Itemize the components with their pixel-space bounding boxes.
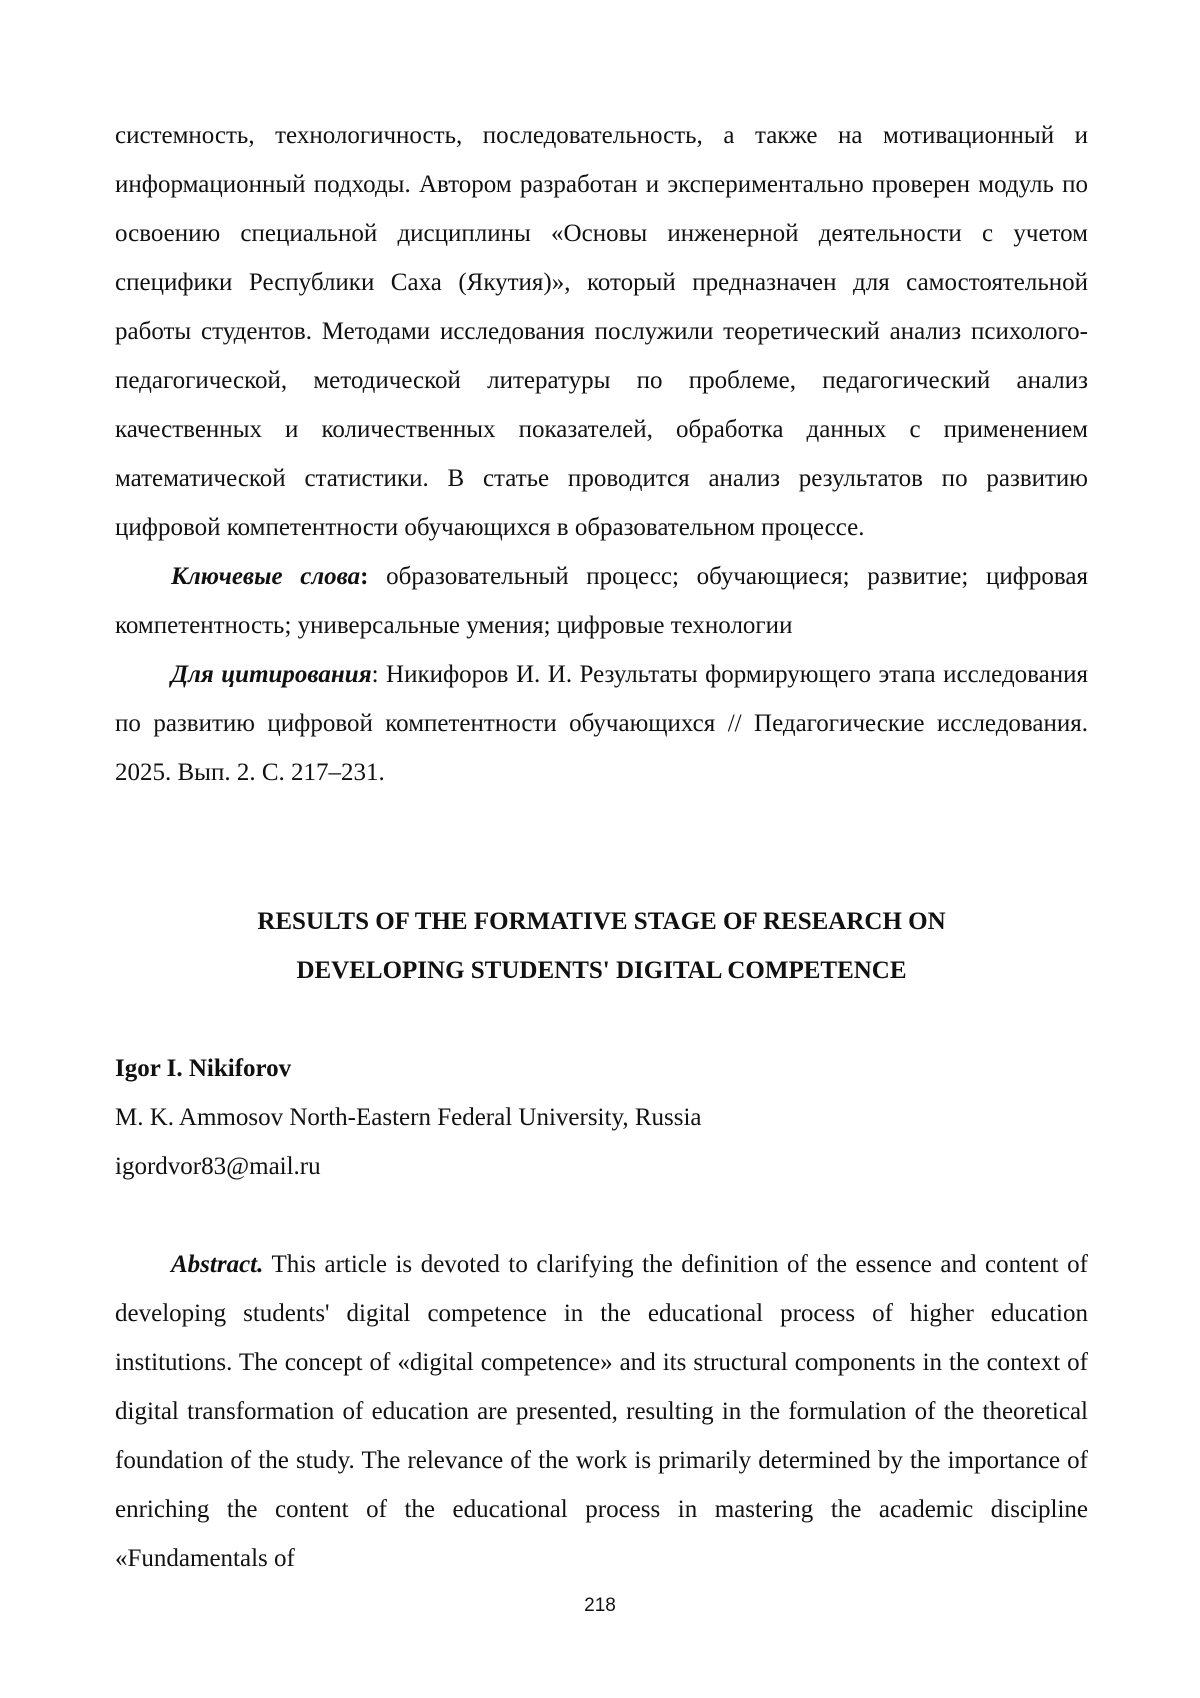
keywords-label: Ключевые слова — [171, 563, 361, 590]
author-email: igordvor83@mail.ru — [115, 1153, 321, 1180]
english-title-line-1: RESULTS OF THE FORMATIVE STAGE OF RESEARCH ON — [257, 908, 946, 935]
citation-paragraph — [115, 650, 1088, 797]
author-affiliation: M. K. Ammosov North-Eastern Federal University, Russia — [115, 1104, 702, 1131]
page-number: 218 — [584, 1595, 616, 1616]
citation-label: Для цитирования — [171, 661, 372, 688]
citation-text: : Никифоров И. И. Результаты формирующего этапа исследования по развитию цифровой компетентности обучающихся // Педагогические исследования. 2025. Вып. 2. С. 217–231. — [115, 661, 1088, 786]
abstract-text: This article is devoted to clarifying the definition of the essence and content of developing students' digital competence in the educational process of higher education institutions. The concept of «digital competence» and its structural components in the context of digital transformation of education are presented, resulting in the formulation of the theoretical foundation of the study. The relevance of the work is primarily determined by the importance of enriching the content of the educational process in mastering the academic discipline «Fundamentals of — [115, 1251, 1088, 1572]
keywords-paragraph — [115, 552, 1088, 650]
author-name: Igor I. Nikiforov — [115, 1055, 292, 1082]
english-abstract — [115, 1240, 1088, 1583]
keywords-colon: : — [360, 563, 369, 590]
english-title-line-2: DEVELOPING STUDENTS' DIGITAL COMPETENCE — [296, 957, 907, 984]
russian-summary-continuation — [115, 111, 1088, 552]
abstract-label: Abstract. — [171, 1251, 264, 1278]
keywords-text: образовательный процесс; обучающиеся; развитие; цифровая компетентность; универсальные умения; цифровые технологии — [115, 563, 1088, 639]
russian-summary-text: системность, технологичность, последовательность, а также на мотивационный и информационный подходы. Автором разработан и экспериментально проверен модуль по освоению специальной дисциплины «Основы инженерной деятельности с учетом специфики Республики Саха (Якутия)», который предназначен для самостоятельной работы студентов. Методами исследования послужили теоретический анализ психолого-педагогической, методической литературы по проблеме, педагогический анализ качественных и количественных показателей, обработка данных с применением математической статистики. В статье проводится анализ результатов по развитию цифровой компетентности обучающихся в образовательном процессе. — [115, 122, 1088, 541]
